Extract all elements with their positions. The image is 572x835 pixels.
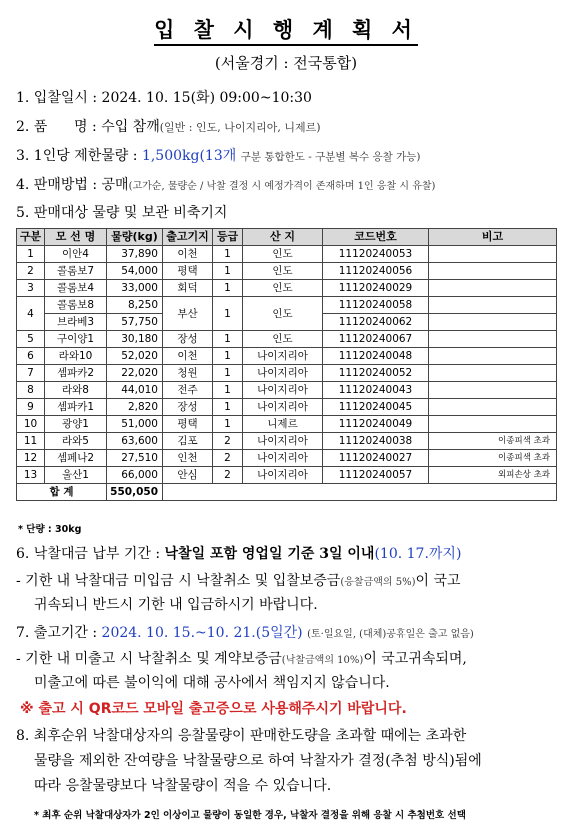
cell-code: 11120240056: [323, 263, 429, 280]
cell-note: [429, 365, 557, 382]
table-row: [17, 365, 557, 382]
cell-note: [429, 263, 557, 280]
cell-grade: 2: [213, 467, 243, 484]
cell-no: 8: [17, 382, 45, 399]
table-row: [17, 348, 557, 365]
table-row: [17, 416, 557, 433]
section-6-label: 6. 낙찰대금 납부 기간 :: [16, 546, 161, 562]
cell-ship: 셈페나2: [45, 450, 107, 467]
cell-origin: 인도: [243, 246, 323, 263]
cell-qty: 51,000: [107, 416, 163, 433]
table-row: [17, 246, 557, 263]
section-5-label: 5. 판매대상 물량 및 보관 비축기지: [16, 205, 228, 221]
cell-ship: 울산1: [45, 467, 107, 484]
section-8-line2: 물량을 제외한 잔여량을 낙찰물량으로 하여 낙찰자가 결정(추첨 방식)됨에: [34, 753, 482, 769]
table-row: [17, 263, 557, 280]
section-7-value: 2024. 10. 15.~10. 21.(5일간): [101, 625, 303, 641]
cell-qty: 22,020: [107, 365, 163, 382]
cell-code: 11120240067: [323, 331, 429, 348]
cell-grade: 1: [213, 399, 243, 416]
cell-note: [429, 416, 557, 433]
cell-code: 11120240052: [323, 365, 429, 382]
cell-origin: 인도: [243, 280, 323, 297]
header-ship: 모 선 명: [45, 229, 107, 246]
section-7-line1c: 이 국고귀속되며,: [363, 651, 467, 667]
cell-no: 12: [17, 450, 45, 467]
cell-no: 5: [17, 331, 45, 348]
cell-code: 11120240043: [323, 382, 429, 399]
cell-code: 11120240058: [323, 297, 429, 314]
cell-qty: 27,510: [107, 450, 163, 467]
section-4-detail: (고가순, 물량순 / 낙찰 결정 시 예정가격이 존재하며 1인 응찰 시 유찰): [128, 181, 436, 192]
cell-depot: 김포: [163, 433, 213, 450]
table-row: [17, 297, 557, 314]
cell-no: 10: [17, 416, 45, 433]
cell-note: [429, 399, 557, 416]
header-note: 비고: [429, 229, 557, 246]
cell-grade: 1: [213, 297, 243, 331]
section-3-detail: 구분 통합한도 - 구분별 복수 응찰 가능): [240, 151, 421, 163]
cell-origin: 나이지리아: [243, 365, 323, 382]
cell-note: [429, 246, 557, 263]
table-row: [17, 331, 557, 348]
cell-no: 9: [17, 399, 45, 416]
cell-origin: 니제르: [243, 416, 323, 433]
cell-note: 이종피색 초과: [429, 433, 557, 450]
section-2-detail: (일반 : 인도, 나이지리아, 니제르): [159, 121, 321, 134]
table-row: [17, 450, 557, 467]
cell-ship: 광양1: [45, 416, 107, 433]
cell-origin: 나이지리아: [243, 382, 323, 399]
cell-qty: 30,180: [107, 331, 163, 348]
cell-no: 7: [17, 365, 45, 382]
cell-qty: 54,000: [107, 263, 163, 280]
header-qty: 물량(kg): [107, 229, 163, 246]
cell-no: 11: [17, 433, 45, 450]
section-4-label: 4. 판매방법 : 공매: [16, 177, 129, 193]
cell-depot: 청원: [163, 365, 213, 382]
cell-code: 11120240049: [323, 416, 429, 433]
cell-origin: 나이지리아: [243, 433, 323, 450]
section-6-value: 낙찰일 포함 영업일 기준 3일 이내: [164, 546, 375, 562]
cell-ship: 이안4: [45, 246, 107, 263]
cell-origin: 나이지리아: [243, 399, 323, 416]
section-7: [16, 622, 474, 642]
page-subtitle: (서울경기 : 전국통합): [214, 54, 358, 72]
cell-code: 11120240045: [323, 399, 429, 416]
table-header-row: [17, 229, 557, 246]
cell-grade: 1: [213, 246, 243, 263]
cell-origin: 나이지리아: [243, 348, 323, 365]
table-row: [17, 433, 557, 450]
cell-grade: 1: [213, 331, 243, 348]
cell-depot: 부산: [163, 297, 213, 331]
cell-note: [429, 280, 557, 297]
page-title-text: 입 찰 시 행 계 획 서: [154, 18, 418, 46]
section-7-line1b: (낙찰금액의 10%): [281, 655, 364, 666]
cell-qty: 57,750: [107, 314, 163, 331]
cell-grade: 1: [213, 416, 243, 433]
table-row: [17, 399, 557, 416]
cell-depot: 장성: [163, 331, 213, 348]
cell-ship: 콜롬보4: [45, 280, 107, 297]
cell-note: [429, 331, 557, 348]
cell-ship: 구이양1: [45, 331, 107, 348]
cell-note: 외피손상 초과: [429, 467, 557, 484]
cell-depot: 인천: [163, 450, 213, 467]
header-grade: 등급: [213, 229, 243, 246]
cell-grade: 2: [213, 433, 243, 450]
section-1-label: 1. 입찰일시 :: [16, 90, 98, 106]
cell-code: 11120240038: [323, 433, 429, 450]
cell-no: 6: [17, 348, 45, 365]
cell-qty: 37,890: [107, 246, 163, 263]
cell-ship: 브라베3: [45, 314, 107, 331]
cell-ship: 라와10: [45, 348, 107, 365]
cell-grade: 1: [213, 365, 243, 382]
table-row: [17, 467, 557, 484]
section-6-date: (10. 17.까지): [374, 546, 462, 562]
section-2-label: 2. 품: [16, 119, 48, 135]
cell-qty: 44,010: [107, 382, 163, 399]
cell-ship: 셈파카2: [45, 365, 107, 382]
cell-qty: 33,000: [107, 280, 163, 297]
header-depot: 출고기지: [163, 229, 213, 246]
section-3: [16, 145, 421, 165]
section-5: [16, 202, 227, 222]
cell-depot: 장성: [163, 399, 213, 416]
section-6: [16, 543, 461, 563]
stock-table: [16, 228, 557, 501]
footnote: * 최후 순위 낙찰대상자가 2인 이상이고 물량이 동일한 경우, 낙찰자 결정을 위해 응찰 시 추첨번호 선택: [34, 810, 466, 821]
section-8-line3: 따라 응찰물량보다 낙찰물량이 적을 수 있습니다.: [34, 778, 332, 794]
section-1-value: 2024. 10. 15(화) 09:00~10:30: [101, 90, 312, 106]
unit-note: * 단량 : 30kg: [18, 524, 82, 535]
cell-code: 11120240053: [323, 246, 429, 263]
cell-qty: 2,820: [107, 399, 163, 416]
cell-depot: 이천: [163, 246, 213, 263]
cell-code: 11120240027: [323, 450, 429, 467]
cell-grade: 1: [213, 280, 243, 297]
section-7-line1a: - 기한 내 미출고 시 낙찰취소 및 계약보증금: [16, 651, 282, 667]
section-7-detail: (토·일요일, (대체)공휴일은 출고 없음): [307, 629, 474, 640]
total-value: 550,050: [107, 484, 163, 501]
cell-note: [429, 297, 557, 314]
section-7-line1: [16, 648, 467, 668]
cell-ship: 라와8: [45, 382, 107, 399]
section-6-line1: [16, 570, 461, 590]
cell-depot: 안심: [163, 467, 213, 484]
cell-depot: 전주: [163, 382, 213, 399]
cell-note: [429, 348, 557, 365]
section-2-label2: 명 : 수입 참깨: [74, 119, 160, 135]
cell-origin: 나이지리아: [243, 467, 323, 484]
cell-code: 11120240048: [323, 348, 429, 365]
cell-code: 11120240029: [323, 280, 429, 297]
table-total-row: [17, 484, 557, 501]
cell-note: [429, 382, 557, 399]
cell-no: 3: [17, 280, 45, 297]
section-6-line2: 귀속되니 반드시 기한 내 입금하시기 바랍니다.: [34, 597, 318, 613]
table-row: [17, 382, 557, 399]
section-7-label: 7. 출고기간 :: [16, 625, 98, 641]
section-4: [16, 174, 435, 194]
total-label: 합 계: [17, 484, 107, 501]
table-row: [17, 280, 557, 297]
cell-no: 4: [17, 297, 45, 331]
cell-no: 1: [17, 246, 45, 263]
cell-no: 13: [17, 467, 45, 484]
cell-note: 이종피색 초과: [429, 450, 557, 467]
cell-depot: 평택: [163, 416, 213, 433]
section-8-line1: 8. 최후순위 낙찰대상자의 응찰물량이 판매한도량을 초과할 때에는 초과한: [16, 728, 467, 744]
cell-ship: 라와5: [45, 433, 107, 450]
header-code: 코드번호: [323, 229, 429, 246]
section-6-line1a: - 기한 내 낙찰대금 미입금 시 낙찰취소 및 입찰보증금: [16, 573, 341, 589]
qr-notice: ※ 출고 시 QR코드 모바일 출고증으로 사용해주시기 바랍니다.: [20, 701, 407, 717]
cell-ship: 콜롬보8: [45, 297, 107, 314]
cell-code: 11120240057: [323, 467, 429, 484]
cell-qty: 66,000: [107, 467, 163, 484]
cell-grade: 2: [213, 450, 243, 467]
cell-depot: 이천: [163, 348, 213, 365]
header-origin: 산 지: [243, 229, 323, 246]
cell-origin: 나이지리아: [243, 450, 323, 467]
total-empty: [163, 484, 557, 501]
section-1: [16, 87, 312, 107]
section-6-line1b: (응찰금액의 5%): [340, 577, 416, 588]
cell-note: [429, 314, 557, 331]
cell-depot: 회덕: [163, 280, 213, 297]
cell-origin: 인도: [243, 263, 323, 280]
cell-qty: 52,020: [107, 348, 163, 365]
cell-depot: 평택: [163, 263, 213, 280]
cell-grade: 1: [213, 382, 243, 399]
cell-ship: 콜롬보7: [45, 263, 107, 280]
section-3-value: 1,500kg(13개: [141, 148, 237, 164]
cell-origin: 인도: [243, 331, 323, 348]
cell-qty: 8,250: [107, 297, 163, 314]
cell-grade: 1: [213, 263, 243, 280]
section-6-line1c: 이 국고: [415, 573, 461, 589]
section-3-label: 3. 1인당 제한물량 :: [16, 148, 138, 164]
cell-grade: 1: [213, 348, 243, 365]
cell-no: 2: [17, 263, 45, 280]
cell-code: 11120240062: [323, 314, 429, 331]
page-title: [0, 14, 572, 44]
cell-qty: 63,600: [107, 433, 163, 450]
cell-origin: 인도: [243, 297, 323, 331]
cell-ship: 셈파카1: [45, 399, 107, 416]
header-no: 구분: [17, 229, 45, 246]
section-2: [16, 116, 321, 136]
section-7-line2: 미출고에 따른 불이익에 대해 공사에서 책임지지 않습니다.: [34, 675, 390, 691]
